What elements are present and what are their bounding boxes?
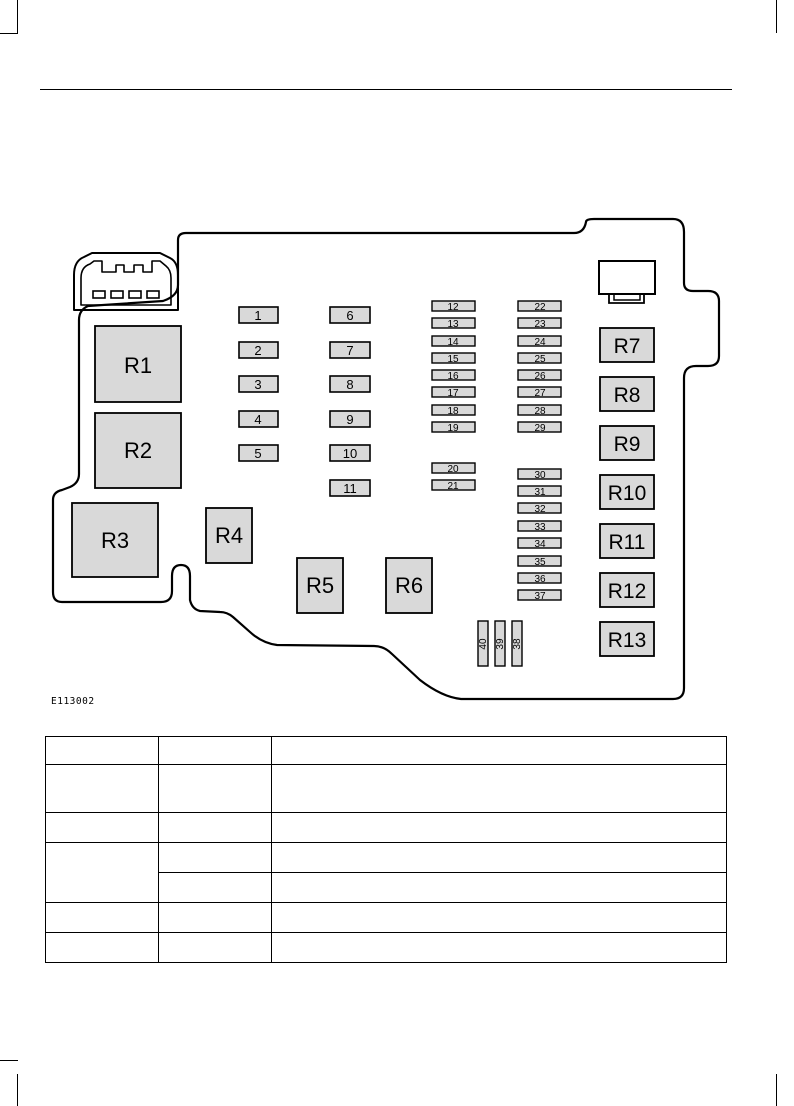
fuse-4: [239, 411, 278, 427]
mini-fuse-19: [432, 422, 475, 434]
relay-R5: [297, 558, 343, 613]
fuse-label: 9: [346, 412, 354, 427]
fuse-1: [239, 307, 278, 323]
relay-label: R12: [607, 580, 647, 603]
fuse-label: 11: [343, 481, 357, 496]
relay-label: R7: [613, 335, 641, 358]
crop-mark-bottom-left: [0, 1060, 18, 1061]
crop-mark-bottom-left-v: [17, 1074, 18, 1106]
mini-fuse-32: [518, 503, 561, 515]
relay-R4: [206, 508, 252, 563]
mini-fuse-15: [432, 353, 475, 365]
relay-label: R2: [123, 438, 153, 463]
vertical-fuse-label: 40: [478, 638, 489, 650]
mini-fuse-label: 30: [534, 470, 546, 481]
vertical-fuse-label: 39: [495, 638, 506, 650]
relay-label: R10: [607, 482, 647, 505]
mini-fuse-30: [518, 469, 561, 481]
fuse-label: 5: [254, 446, 262, 461]
table-cell: [46, 933, 159, 963]
mini-fuse-36: [518, 573, 561, 585]
relay-label: R6: [394, 573, 424, 598]
table-cell: [46, 737, 159, 765]
fuse-label: 3: [254, 377, 262, 392]
mini-fuse-label: 18: [447, 406, 459, 417]
vertical-fuse-39: [495, 621, 506, 666]
mini-fuse-label: 27: [534, 388, 546, 399]
relay-label: R4: [214, 523, 244, 548]
connector-pin: [93, 291, 105, 298]
fuse-11: [330, 480, 370, 496]
mini-fuse-label: 21: [447, 481, 459, 492]
fuse-label: 2: [254, 343, 262, 358]
relay-label: R13: [607, 629, 647, 652]
fuse-label: 7: [346, 343, 354, 358]
vertical-fuse-40: [478, 621, 489, 666]
mini-fuse-14: [432, 336, 475, 348]
mini-fuse-label: 35: [534, 557, 546, 568]
mini-fuse-22: [518, 301, 561, 313]
mini-fuse-column-12-21: [432, 301, 475, 492]
table-cell: [46, 843, 159, 903]
crop-mark-bottom-right: [776, 1074, 777, 1106]
relay-R7: [600, 328, 654, 362]
table-cell: [272, 765, 727, 813]
mini-fuse-label: 16: [447, 371, 459, 382]
table-cell: [159, 873, 272, 903]
vertical-fuse-group: [478, 621, 523, 666]
relay-label: R5: [305, 573, 335, 598]
mini-fuse-column-22-37: [518, 301, 561, 602]
mini-fuse-label: 29: [534, 423, 546, 434]
mini-fuse-13: [432, 318, 475, 330]
relay-R9: [600, 426, 654, 460]
fuse-label: 10: [342, 446, 358, 461]
table-cell: [272, 903, 727, 933]
relay-label: R11: [608, 531, 646, 554]
mini-fuse-label: 20: [447, 464, 459, 475]
relay-R1: [95, 326, 181, 402]
mini-fuse-21: [432, 480, 475, 492]
relay-label: R8: [613, 384, 641, 407]
fuse-5: [239, 445, 278, 461]
fuse-label: 1: [254, 308, 262, 323]
mini-fuse-27: [518, 387, 561, 399]
connector-pin: [147, 291, 159, 298]
fuse-8: [330, 376, 370, 392]
mini-fuse-33: [518, 521, 561, 533]
connector-pin: [129, 291, 141, 298]
table-row: [46, 843, 727, 873]
table-row: [46, 903, 727, 933]
mini-fuse-20: [432, 463, 475, 475]
relay-R6: [386, 558, 432, 613]
fuse-table: [45, 736, 727, 963]
fuse-6: [330, 307, 370, 323]
table-cell: [46, 813, 159, 843]
vertical-fuse-label: 38: [512, 638, 523, 650]
mini-fuse-label: 33: [534, 522, 546, 533]
table-cell: [46, 903, 159, 933]
table-cell: [159, 765, 272, 813]
mini-fuse-35: [518, 556, 561, 568]
mini-fuse-label: 24: [534, 337, 546, 348]
relay-R13: [600, 622, 654, 656]
relay-R10: [600, 475, 654, 509]
table-row: [46, 737, 727, 765]
table-cell: [272, 843, 727, 873]
mini-fuse-17: [432, 387, 475, 399]
table-cell: [272, 737, 727, 765]
mini-fuse-12: [432, 301, 475, 313]
mini-fuse-25: [518, 353, 561, 365]
mini-fuse-label: 32: [534, 504, 546, 515]
mini-fuse-31: [518, 486, 561, 498]
fuse-label: 4: [254, 412, 262, 427]
mini-fuse-label: 26: [534, 371, 546, 382]
mini-fuse-label: 31: [534, 487, 546, 498]
relay-R12: [600, 573, 654, 607]
table-cell: [159, 737, 272, 765]
mini-fuse-18: [432, 405, 475, 417]
relay-R2: [95, 413, 181, 488]
fuse-9: [330, 411, 370, 427]
mini-fuse-37: [518, 590, 561, 602]
mini-fuse-label: 23: [534, 319, 546, 330]
fuse-label: 6: [346, 308, 354, 323]
table-row: [46, 933, 727, 963]
table-cell: [272, 813, 727, 843]
mini-fuse-label: 13: [447, 319, 459, 330]
table-row: [46, 813, 727, 843]
mini-fuse-label: 17: [447, 388, 459, 399]
table-row: [46, 765, 727, 813]
mini-fuse-label: 37: [534, 591, 546, 602]
mini-fuse-28: [518, 405, 561, 417]
fuse-label: 8: [346, 377, 354, 392]
right-relay-column: [600, 328, 654, 656]
fuse-10: [330, 445, 370, 461]
mini-fuse-34: [518, 538, 561, 550]
relay-label: R9: [613, 433, 641, 456]
mini-fuse-label: 22: [534, 302, 546, 313]
mini-fuse-label: 36: [534, 574, 546, 585]
diode-component: [599, 261, 655, 303]
mini-fuse-label: 12: [447, 302, 459, 313]
relay-label: R1: [123, 353, 153, 378]
mini-fuse-16: [432, 370, 475, 382]
fuse-column-1-5: [239, 307, 278, 461]
fuse-2: [239, 342, 278, 358]
connector-pin: [111, 291, 123, 298]
table-cell: [272, 933, 727, 963]
relay-label: R3: [100, 528, 130, 553]
relay-R3: [72, 503, 158, 577]
mini-fuse-label: 28: [534, 406, 546, 417]
table-cell: [159, 933, 272, 963]
fuse-column-6-11: [330, 307, 370, 496]
figure-id: E113002: [51, 696, 95, 707]
mini-fuse-label: 14: [447, 337, 459, 348]
fuse-7: [330, 342, 370, 358]
table-cell: [272, 873, 727, 903]
relay-R8: [600, 377, 654, 411]
mini-fuse-label: 34: [534, 539, 546, 550]
table-cell: [46, 765, 159, 813]
table-cell: [159, 903, 272, 933]
mini-fuse-26: [518, 370, 561, 382]
mini-fuse-label: 25: [534, 354, 546, 365]
mini-fuse-29: [518, 422, 561, 434]
vertical-fuse-38: [512, 621, 523, 666]
relay-R11: [600, 524, 654, 558]
mini-fuse-24: [518, 336, 561, 348]
mini-fuse-23: [518, 318, 561, 330]
mini-fuse-label: 15: [447, 354, 459, 365]
fuse-3: [239, 376, 278, 392]
table-cell: [159, 813, 272, 843]
table-cell: [159, 843, 272, 873]
mini-fuse-label: 19: [447, 423, 459, 434]
